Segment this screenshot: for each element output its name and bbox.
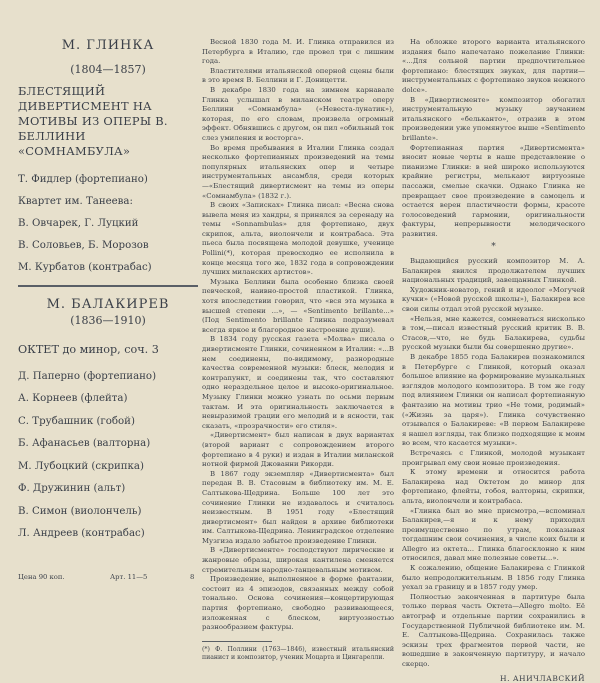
asterisk-separator: *: [491, 242, 496, 253]
paragraph: «Нельзя, мне кажется, сомневаться нисколько в том,—писал известный русский критик В. В. Стасов,—что, не будь Балакирева, судьбы русской музыки были бы совершенно другие».: [402, 314, 585, 352]
paragraph: Художник-новатор, гений и идеолог «Могучей кучки» («Новой русской школы»), Балакирев все свои силы отдал этой русской музыке.: [402, 285, 585, 314]
composer-balakirev: М. БАЛАКИРЕВ: [46, 297, 170, 312]
paragraph: К этому времени и относится работа Балакирева над Октетом до минор для фортепиано, флейты, гобоя, валторны, скрипки, альта, виолончели и контрабаса.: [402, 468, 585, 505]
composer-glinka: М. ГЛИНКА: [61, 38, 155, 53]
performer-4: В. Соловьев, Б. Морозов: [18, 240, 149, 251]
performer-3: В. Овчарек, Г. Луцкий: [18, 218, 139, 229]
performer-12: В. Симон (виолончель): [18, 505, 142, 517]
performer-7: А. Корнеев (флейта): [18, 393, 128, 404]
credits-column: [18, 38, 198, 546]
paragraph: Произведение, выполненное в форме фантазии, состоит из 4 эпизодов, связанных между собой тонально. Основа сочинения—концертирующая партия фортепиано, свободно развивающееся, изложенная с блеском, виртуозностью разнообразием фактуры.: [202, 575, 394, 632]
paragraph: Полностью законченная в партитуре была только первая часть Октета—Allegro molto. Её автограф и отдельные партии сохранились в Государственной Публичной библиотеке им. М. Е. Салтыкова-Щедрина. Сохранилась также эскизы трех фрагментов первой части, не вошедшие в законченную партитуру, и начало скерцо.: [402, 592, 585, 668]
performer-8: С. Трубашник (гобой): [18, 415, 135, 427]
paragraph: В своих «Записках» Глинка писал: «Весна снова вывела меня из хандры, я принялся за серенаду на темы «Sonnambulas» для фортепиано, двух скрипок, альта, виолончели и контрабаса. Эта пьеса была посвящена молодой девушке, ученице Pollini(*), которая превосходно ее исполнила в конце месяца того же, 1832 года в сопровождении лучших миланских артистов».: [202, 201, 394, 277]
performer-2: Квартет им. Танеева:: [18, 196, 133, 207]
page-number: 8: [190, 573, 195, 581]
footnote: (*) Ф. Поллини (1763—1846), известный итальянский пианист и композитор, ученик Моцарта и Цингарелли.: [202, 645, 394, 662]
notes-column-middle: [202, 38, 394, 663]
work-title-octet: ОКТЕТ до минор, соч. 3: [18, 343, 159, 356]
paragraph: Весной 1830 года М. И. Глинка отправился из Петербурга в Италию, где провел три с лишним года.: [202, 38, 394, 66]
price-label: Цена 90 коп.: [18, 573, 65, 581]
paragraph: На обложке второго варианта итальянского издания было напечатано пожелание Глинки: «...Для сольной партии предпочтительнее фортепиано: блестящих звуках, для партии—инструментальных с фортепиано звуков нежного dolce».: [402, 38, 585, 94]
paragraph: Властителями итальянской оперной сцены были в это время В. Беллини и Г. Доницетти.: [202, 66, 394, 85]
paragraph: Выдающийся русский композитор М. А. Балакирев явился продолжателем лучших национальных традиций, завещанных Глинкой.: [402, 257, 585, 285]
years-balakirev: (1836—1910): [70, 314, 146, 327]
paragraph: «Дивертисмент» был написан в двух вариантах (второй вариант с сопровождением второго фортепиано в 4 руки) и издан в Италии миланской нотной фирмой Джованни Рикорди.: [202, 431, 394, 469]
paragraph: Музыка Беллини была особенно близка своей певческой, наивно-простой пластикой. Глинка, хотя впоследствии говорил, что «вся эта музыка в высшей степени ...», — «Sentimento brillante...» (Под Sentimento brillante Глинка подразумевал всегда яркое и благородное настроение души).: [202, 277, 394, 334]
paragraph: Во время пребывания в Италии Глинка создал несколько фортепианных произведений на темы популярных итальянских опер и четыре инструментальных ансамбля, среди которых—«Блестящий дивертисмент на темы из оперы «Сомнамбула» (1832 г.).: [202, 143, 394, 200]
footnote-rule: [202, 641, 272, 642]
paragraph: Встречаясь с Глинкой, молодой музыкант проигрывал ему свои новые произведения.: [402, 448, 585, 467]
performer-10: М. Лубоцкий (скрипка): [18, 460, 144, 472]
performer-11: Ф. Дружинин (альт): [18, 483, 126, 494]
paragraph: «Глинка был во мне присмотра,—вспоминал Балакирев,—я и к нему приходил преимущественно по утрам, показывая тогдашним свои сочинения, в числе коих были и Allegro из октета... Глинка благосклонно к ним относился, давал мне полезные советы...».: [402, 506, 585, 563]
performers-balakirev: [18, 339, 198, 546]
years-glinka: (1804—1857): [70, 63, 146, 76]
paragraph: В «Дивертисменте» композитор обогатил инструментальную музыку звучанием итальянского «бельканто», отразив в этом произведении уже упомянутое выше «Sentimento brillante».: [402, 95, 585, 142]
performer-5: М. Курбатов (контрабас): [18, 262, 152, 273]
paragraph: В декабре 1855 года Балакирев познакомился в Петербурге с Глинкой, который оказал большое влияние на формирование музыкальных взглядов молодого композитора. В том же году под влиянием Глинки он написал фортепианную фантазию на мотивы трио «Не томи, родимый» («Жизнь за царя»). Глинка сочувственно отзывался о Балакиреве: «В первом Балакиреве я нашел взгляды, так близко подходящие к моим во всем, что касается музыки».: [402, 353, 585, 448]
author-signature: Н. АНИЧЛАВСКИЙ: [500, 673, 585, 683]
paragraph: В 1834 году русская газета «Молва» писала о дивертисменте Глинки, сочиненном в Италии: «...В нем соединены, по-видимому, разнородные качества современной музыки: блеск, мелодия и контрапункт, и соединены так, что составляют одно нераздельное целое и высоко-оригинальное. Музыку Глинки можно узнать по осьми первым тактам. И эта оригинальность заключается в невыразимой грации его мелодий и в ясности, так сказать, «прозрачности» его стиля».: [202, 335, 394, 430]
work-title-divertimento: БЛЕСТЯЩИЙ ДИВЕРТИСМЕНТ НА МОТИВЫ ИЗ ОПЕРЫ В. БЕЛЛИНИ «СОМНАМБУЛА»: [18, 84, 168, 158]
performer-6: Д. Паперно (фортепиано): [18, 370, 157, 382]
performer-13: Л. Андреев (контрабас): [18, 528, 145, 539]
paragraph: В декабре 1830 года на зимнем карнавале Глинка услышал в миланском театре оперу Беллини «Сомнамбула» («Невеста-лунатик»), которая, по его словам, произвела огромный эффект. Обнявшись с другом, он пил «обильный ток слез умиления и восторга».: [202, 85, 394, 142]
article-label: Арт. 11—5: [110, 573, 148, 581]
paragraph: Фортепианная партия «Дивертисмента» вносит новые черты в наше представление о пианизме Глинки: в ней широко используются крайние регистры, мелькают виртуозные пассажи, смелые скачки. Однако Глинка не превращает свое произведение в самоцель и остается верен пластичности формы, красоте голосоведений гармонии, оригинальности фактуры, непрерывности мелодического развития.: [402, 143, 585, 238]
divider-rule: [18, 285, 198, 287]
paragraph: К сожалению, общение Балакирева с Глинкой было непродолжительным. В 1856 году Глинка уехал за границу и в 1857 году умер.: [402, 564, 585, 592]
paragraph: В «Дивертисменте» господствуют лирические и жанровые образы, широкая кантилена сменяется стремительным народно-танцевальным мотивом.: [202, 546, 394, 574]
performers-glinka: [18, 169, 198, 279]
performer-9: Б. Афанасьев (валторна): [18, 438, 151, 449]
performer-1: Т. Фидлер (фортепиано): [18, 174, 148, 185]
paragraph: В 1867 году экземпляр «Дивертисмента» был передан В. В. Стасовым в библиотеку им. М. Е. Салтыкова-Щедрина. Больше 100 лет это сочинение Глинки не издавалось и считалось неизвестным. В 1951 году «Блестящий дивертисмент» был найден в архиве библиотеки им. Салтыкова-Щедрина. Ленинградское отделение Музгиза издало забытое произведение Глинки.: [202, 469, 394, 545]
notes-column-right: [402, 38, 585, 683]
